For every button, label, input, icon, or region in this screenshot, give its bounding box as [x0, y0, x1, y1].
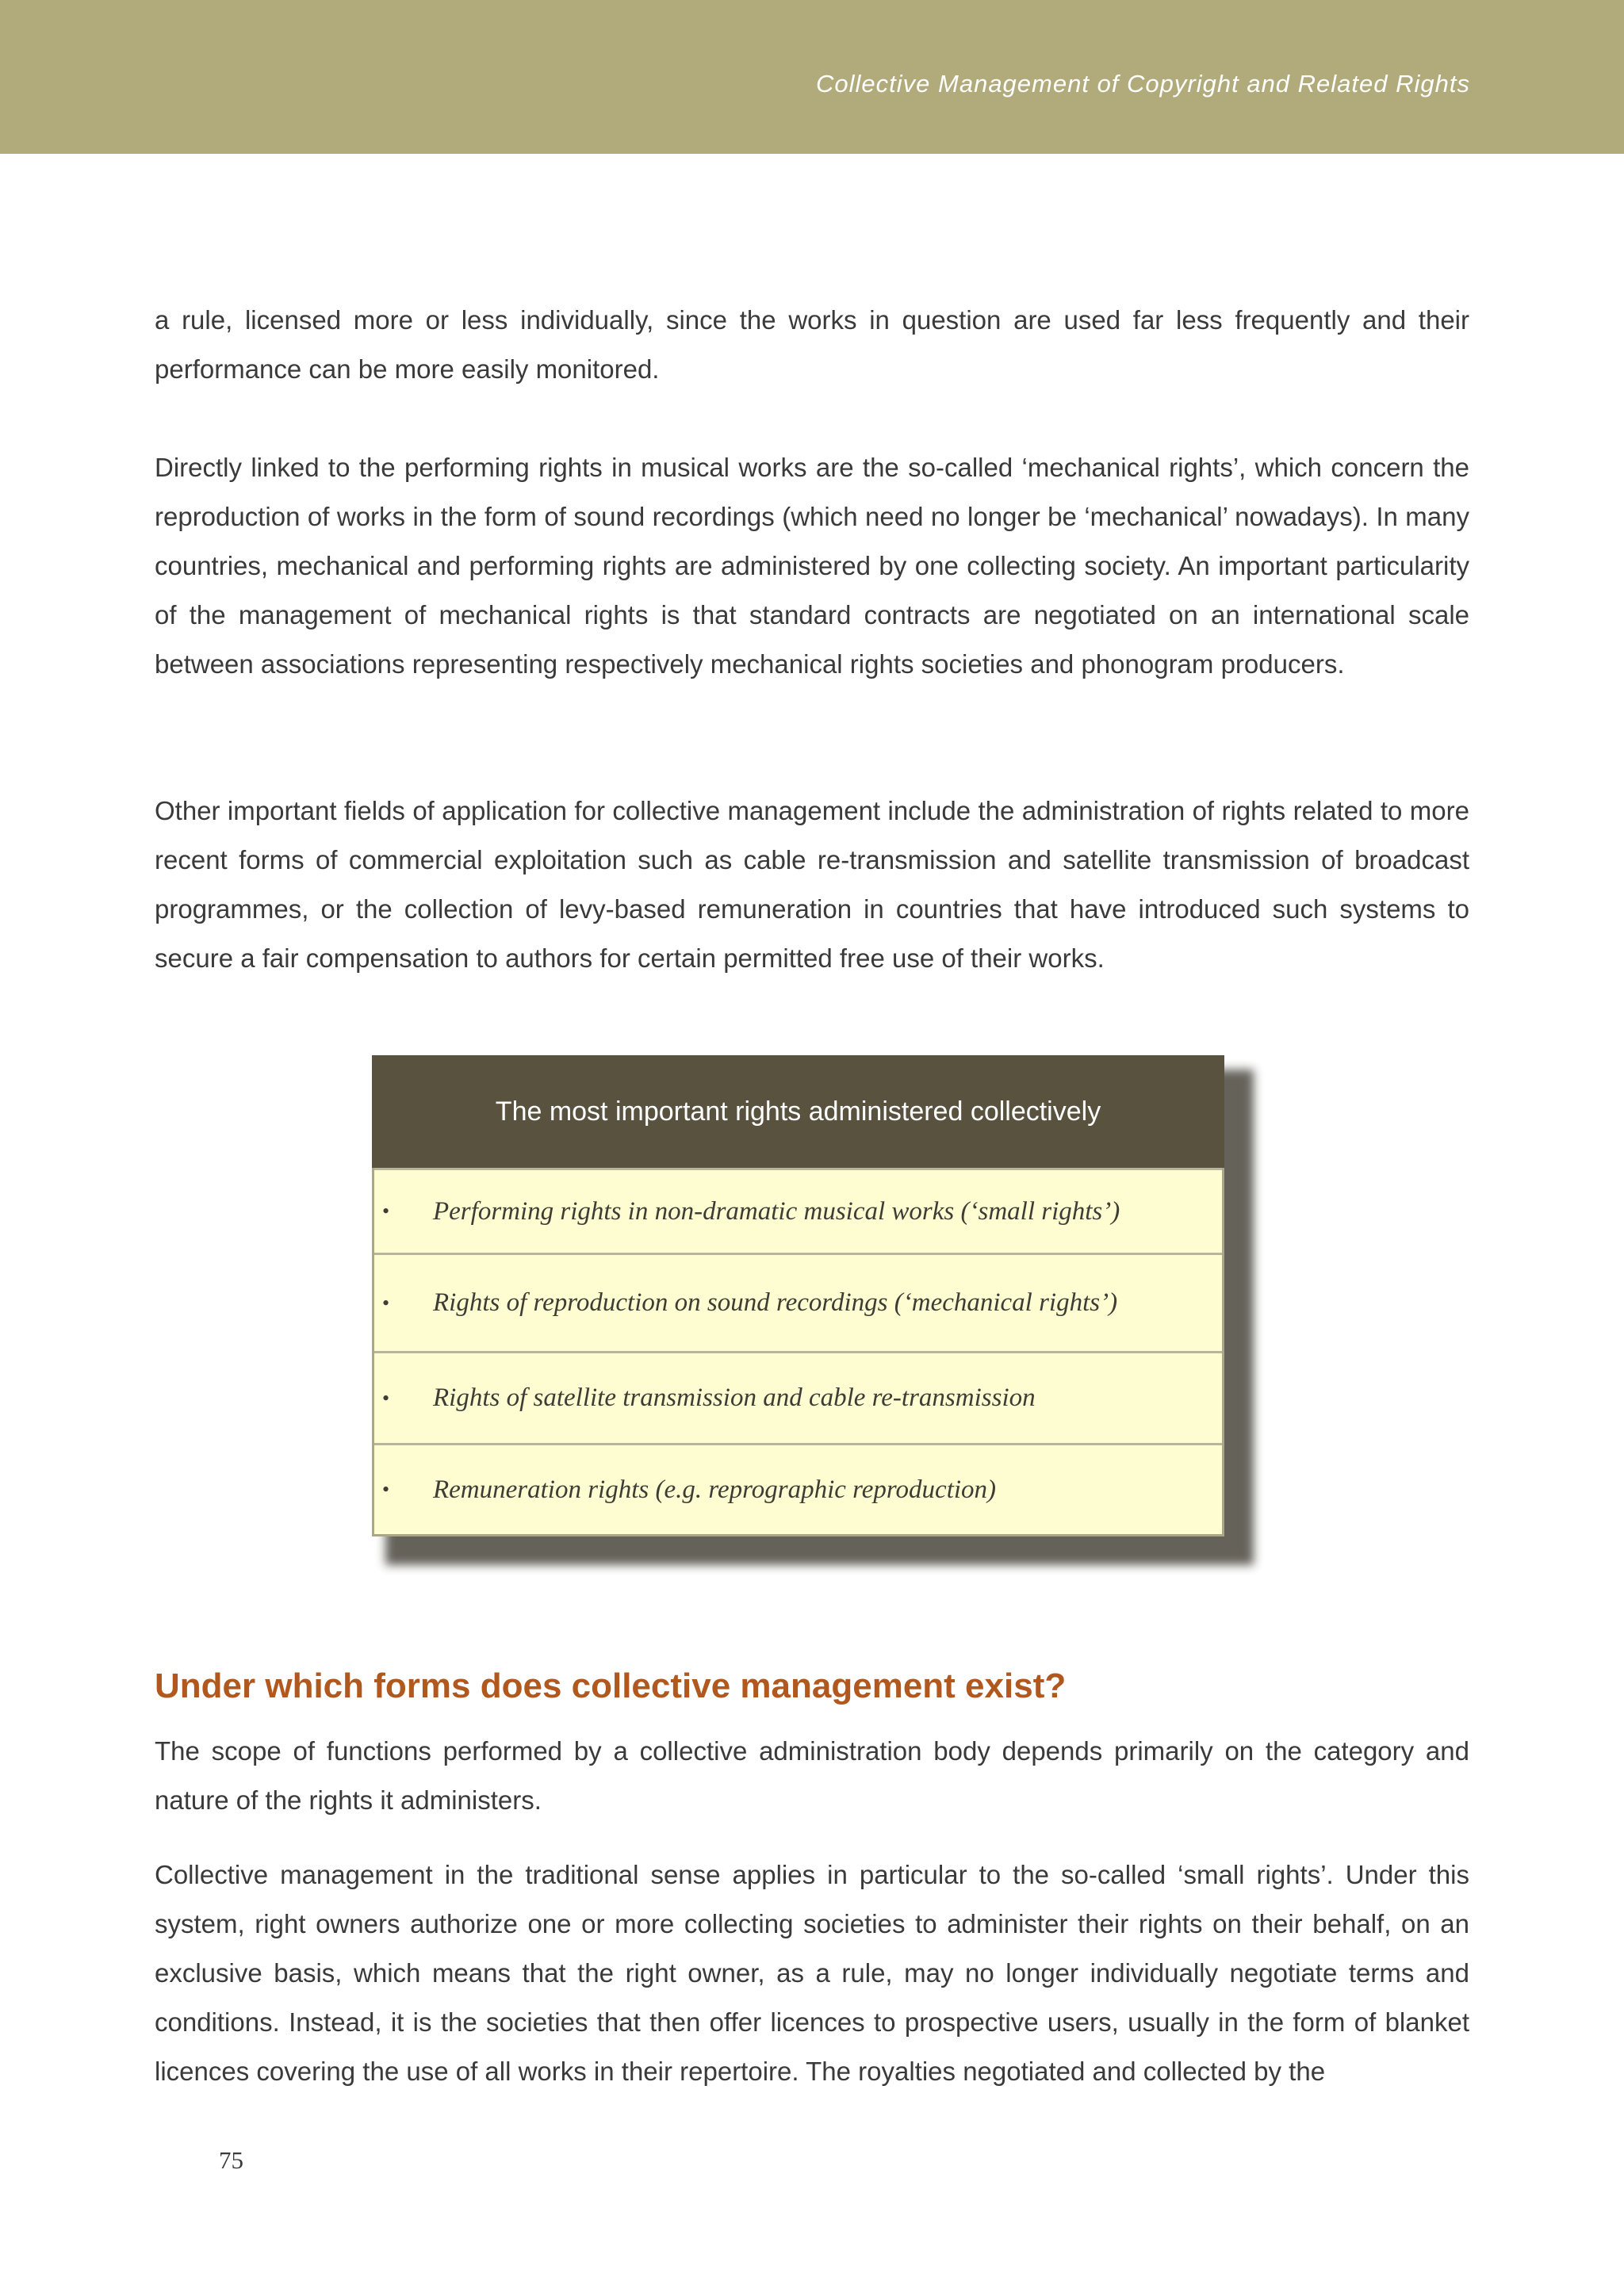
running-header-title: Collective Management of Copyright and Related Rights	[816, 70, 1470, 98]
bullet-icon: •	[382, 1478, 390, 1501]
body-paragraph-3: Other important fields of application for collective management include the administration of rights related to more recent forms of commercial exploitation such as cable re-transmission and satellite transmission of broadcast programmes, or the collection of levy-based remuneration in countries that have introduced such systems to secure a fair compensation to authors for certain permitted free use of their works.	[155, 796, 1469, 973]
bullet-icon: •	[382, 1291, 390, 1314]
rights-box-title: The most important rights administered collectively	[372, 1055, 1224, 1168]
section-paragraph-2: Collective management in the traditional sense applies in particular to the so-called ‘small rights’. Under this system, right owners authorize one or more collecting societies to administer their rights on their behalf, on an exclusive basis, which means that the right owner, as a rule, may no longer individually negotiate terms and conditions. Instead, it is the societies that then offer licences to prospective users, usually in the form of blanket licences covering the use of all works in their repertoire. The royalties negotiated and collected by the	[155, 1860, 1469, 2086]
header-band	[0, 0, 1624, 154]
body-paragraph-1: a rule, licensed more or less individually, since the works in question are used far less frequently and their performance can be more easily monitored.	[155, 305, 1469, 384]
section-paragraph-1: The scope of functions performed by a collective administration body depends primarily on the category and nature of the rights it administers.	[155, 1736, 1469, 1815]
rights-item-text: Remuneration rights (e.g. reprographic reproduction)	[433, 1475, 997, 1504]
rights-item-text: Rights of reproduction on sound recordings (‘mechanical rights’)	[433, 1288, 1118, 1317]
bullet-icon: •	[382, 1200, 390, 1223]
rights-list-item	[374, 1443, 1222, 1534]
section-heading: Under which forms does collective management exist?	[155, 1667, 1067, 1705]
page-number: 75	[219, 2146, 243, 2174]
rights-list-item	[374, 1168, 1222, 1253]
rights-list-item	[374, 1351, 1222, 1443]
rights-item-text: Performing rights in non-dramatic musical works (‘small rights’)	[433, 1196, 1120, 1226]
rights-item-text: Rights of satellite transmission and cable re-transmission	[433, 1383, 1036, 1412]
bullet-icon: •	[382, 1386, 390, 1410]
rights-box	[372, 1055, 1224, 1536]
rights-list-item	[374, 1253, 1222, 1351]
body-paragraph-2: Directly linked to the performing rights in musical works are the so-called ‘mechanical rights’, which concern the reproduction of works in the form of sound recordings (which need no longer be ‘mechanical’ nowadays). In many countries, mechanical and performing rights are administered by one collecting society. An important particularity of the management of mechanical rights is that standard contracts are negotiated on an international scale between associations representing respectively mechanical rights societies and phonogram producers.	[155, 453, 1469, 679]
